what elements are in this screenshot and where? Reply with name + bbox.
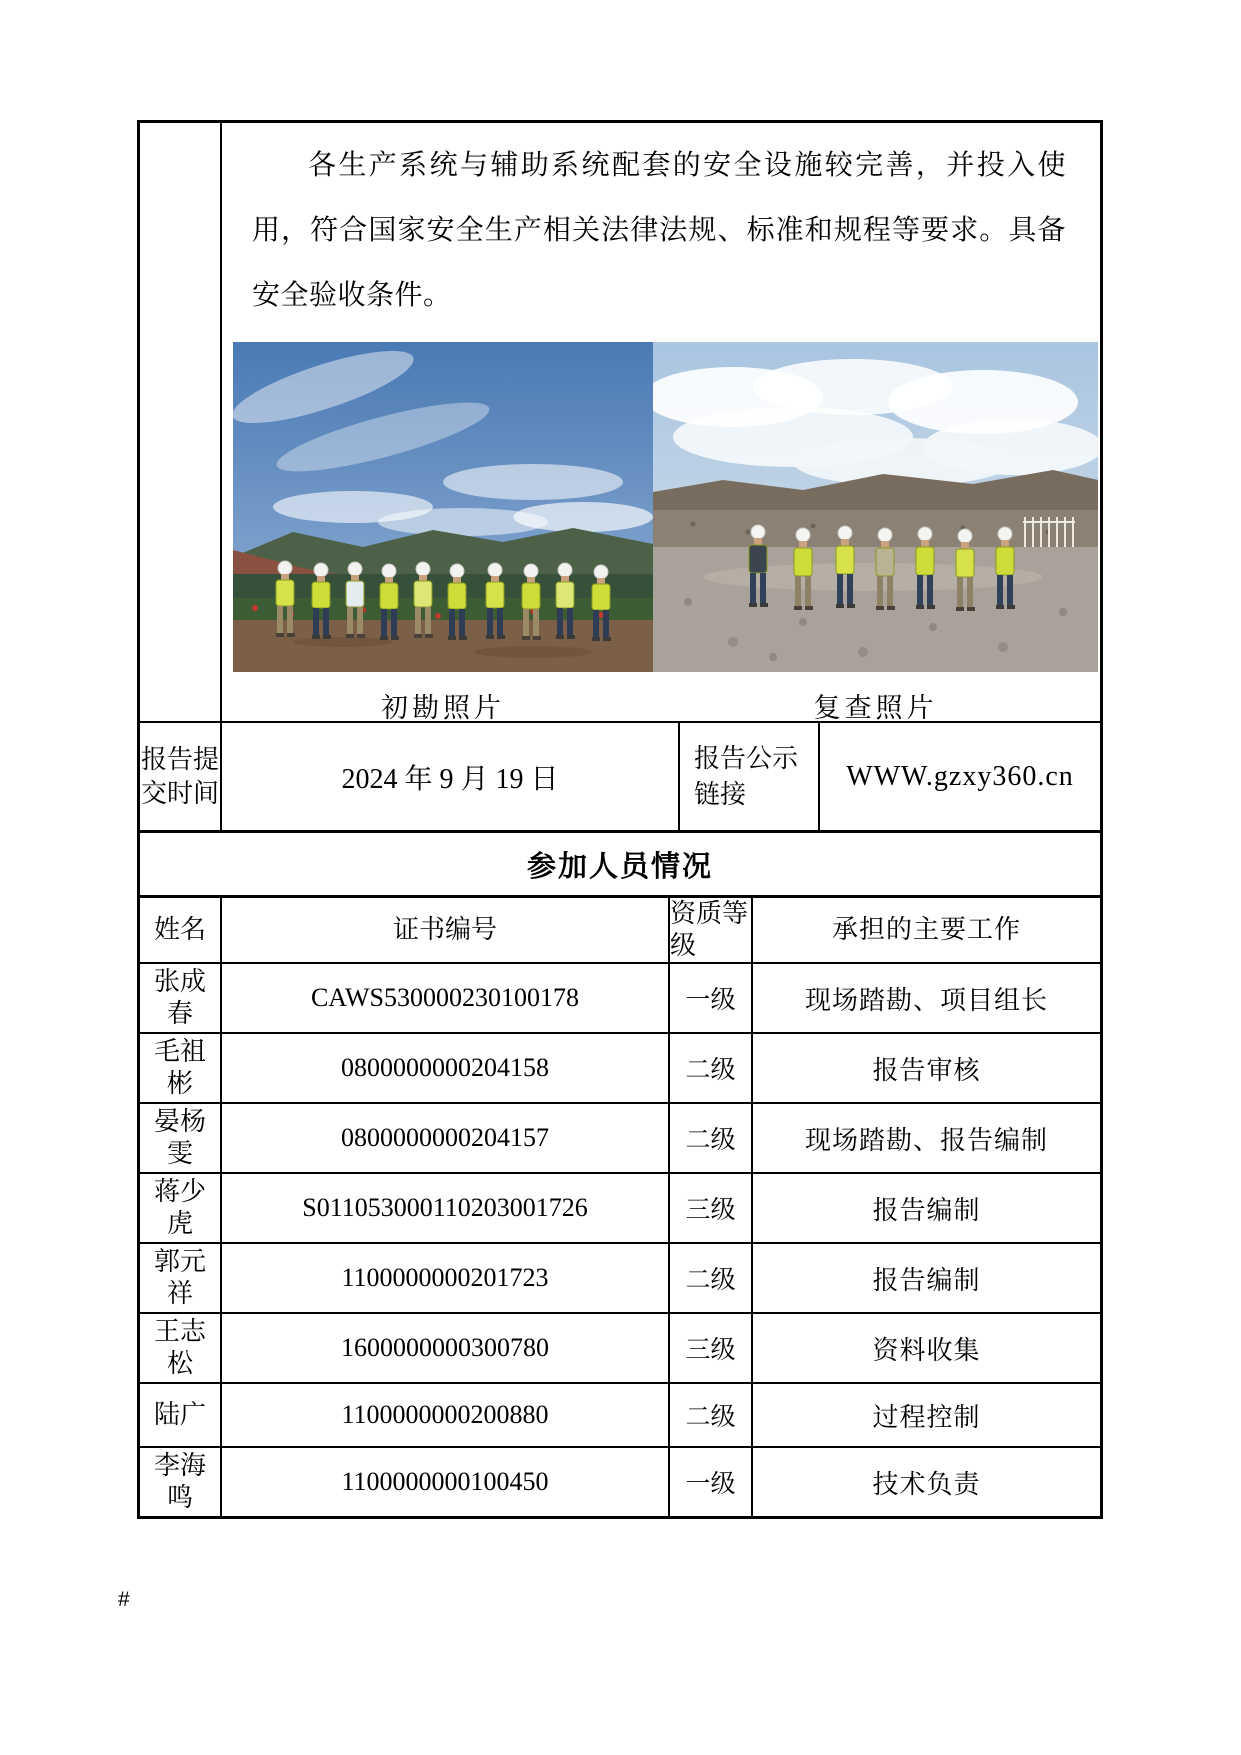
submit-time-label: 报告提交时间 [140, 723, 222, 830]
footer-page-mark: # [118, 1588, 130, 1611]
person-name: 陆广 [140, 1384, 222, 1446]
person-cert: 1100000000200880 [222, 1384, 670, 1446]
review-photo-image [653, 342, 1098, 672]
left-spacer-cell [140, 123, 222, 721]
summary-paragraph: 各生产系统与辅助系统配套的安全设施较完善，并投入使用，符合国家安全生产相关法律法规、标准和规程等要求。具备安全验收条件。 [252, 150, 1066, 311]
person-name: 张成春 [140, 964, 222, 1032]
personnel-row [140, 964, 1100, 1034]
photo-captions [233, 686, 1100, 725]
person-work: 报告编制 [872, 1265, 981, 1295]
person-cert: 0800000000204157 [222, 1104, 670, 1172]
person-level: 二级 [670, 1034, 753, 1102]
person-name: 郭元祥 [140, 1244, 222, 1312]
person-name: 晏杨雯 [140, 1104, 222, 1172]
person-work: 报告编制 [872, 1195, 981, 1225]
person-work: 资料收集 [872, 1335, 981, 1365]
person-work: 过程控制 [872, 1402, 981, 1432]
person-level: 一级 [670, 1448, 753, 1516]
person-level: 二级 [670, 1104, 753, 1172]
personnel-row [140, 1244, 1100, 1314]
person-name: 蒋少虎 [140, 1174, 222, 1242]
survey-photos [233, 342, 1100, 672]
public-link-value: WWW.gzxy360.cn [846, 760, 1074, 792]
personnel-row [140, 1174, 1100, 1244]
person-level: 三级 [670, 1314, 753, 1382]
person-cert: S011053000110203001726 [222, 1174, 670, 1242]
personnel-row [140, 1384, 1100, 1448]
report-table [137, 120, 1103, 1519]
summary-section [140, 123, 1100, 723]
personnel-row [140, 1034, 1100, 1104]
personnel-section-band [140, 833, 1100, 898]
person-cert: 0800000000204158 [222, 1034, 670, 1102]
review-photo-caption: 复查照片 [813, 693, 938, 723]
personnel-table [140, 898, 1100, 1516]
summary-content-cell [222, 123, 1100, 721]
person-name: 李海鸣 [140, 1448, 222, 1516]
person-cert: 1600000000300780 [222, 1314, 670, 1382]
person-cert: 1100000000100450 [222, 1448, 670, 1516]
personnel-section-title: 参加人员情况 [526, 850, 713, 883]
person-work: 现场踏勘、项目组长 [804, 985, 1048, 1015]
report-meta-row [140, 723, 1100, 833]
person-level: 二级 [670, 1244, 753, 1312]
public-link-label: 报告公示链接 [680, 723, 820, 830]
person-name: 王志松 [140, 1314, 222, 1382]
initial-survey-photo-image [233, 342, 653, 672]
col-header-name: 姓名 [140, 898, 222, 962]
review-photo [653, 342, 1098, 672]
personnel-row [140, 1448, 1100, 1516]
col-header-cert: 证书编号 [222, 898, 670, 962]
personnel-header-row [140, 898, 1100, 964]
person-cert: 1100000000201723 [222, 1244, 670, 1312]
col-header-work: 承担的主要工作 [831, 915, 1021, 944]
person-name: 毛祖彬 [140, 1034, 222, 1102]
col-header-level: 资质等级 [670, 898, 753, 962]
personnel-row [140, 1314, 1100, 1384]
initial-photo-caption: 初勘照片 [381, 693, 505, 723]
initial-survey-photo [233, 342, 653, 672]
person-work: 技术负责 [872, 1469, 981, 1499]
person-work: 报告审核 [872, 1055, 981, 1085]
personnel-row [140, 1104, 1100, 1174]
person-work: 现场踏勘、报告编制 [804, 1125, 1048, 1155]
person-cert: CAWS530000230100178 [222, 964, 670, 1032]
person-level: 一级 [670, 964, 753, 1032]
submit-date-value: 2024 年 9 月 19 日 [222, 723, 680, 830]
person-level: 二级 [670, 1384, 753, 1446]
person-level: 三级 [670, 1174, 753, 1242]
